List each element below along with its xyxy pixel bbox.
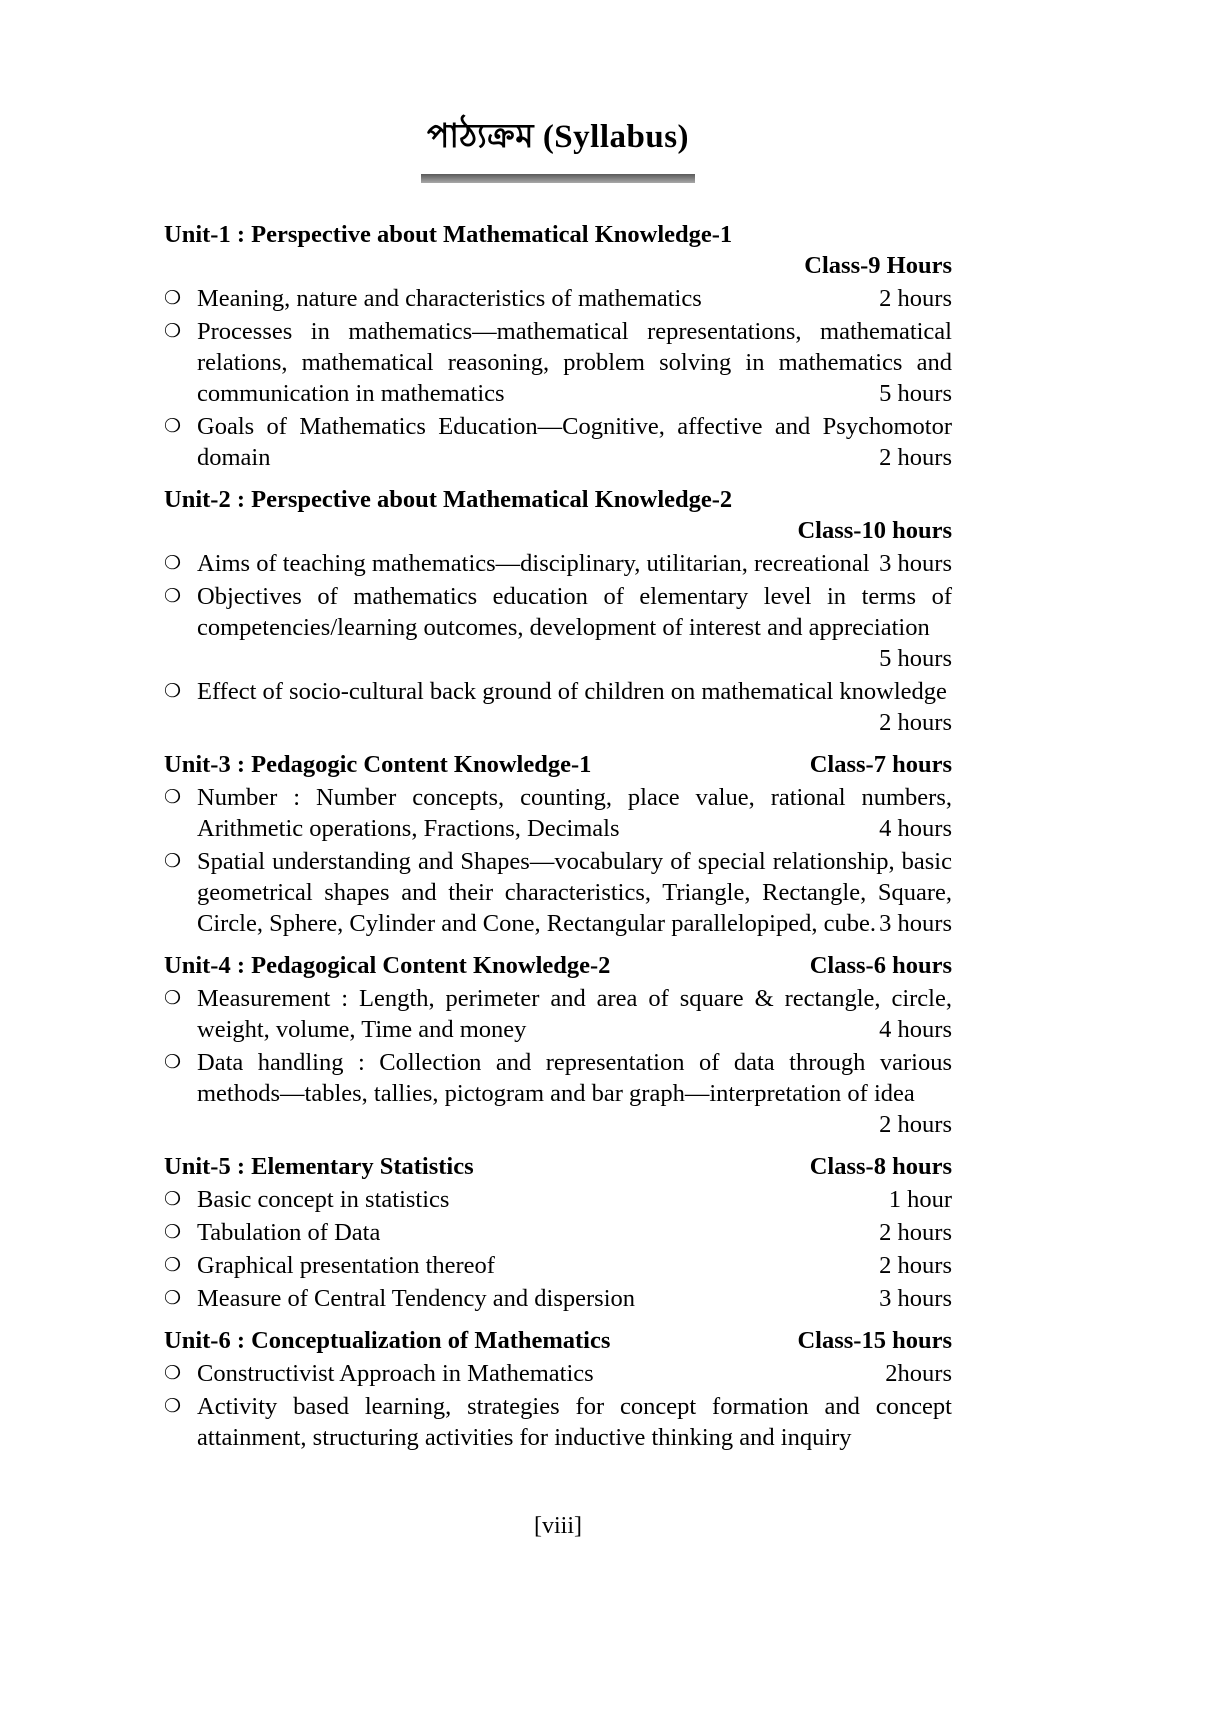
circle-bullet-icon: ❍ [164, 1287, 182, 1309]
item-text: Objectives of mathematics education of elementary level in terms of competencies/learning outcomes, development of interest and appreciation [197, 583, 952, 641]
unit-items [164, 983, 952, 1140]
unit-heading [164, 749, 952, 780]
item-hours: 4 hours [879, 815, 952, 842]
syllabus-item [164, 1358, 952, 1389]
circle-bullet-icon: ❍ [164, 1395, 182, 1417]
item-hours: 3 hours [879, 550, 952, 577]
unit-section [164, 484, 952, 738]
unit-heading [164, 950, 952, 981]
syllabus-item [164, 983, 952, 1045]
item-body [197, 1184, 952, 1215]
item-body [197, 1217, 952, 1248]
item-text: Activity based learning, strategies for concept formation and concept attainment, structuring activities for inductive thinking and inquiry [197, 1393, 952, 1451]
circle-bullet-icon: ❍ [164, 415, 182, 437]
item-hours: 2 hours [879, 1219, 952, 1246]
item-hours: 3 hours [879, 910, 952, 937]
item-body [197, 283, 952, 314]
item-hours: 4 hours [879, 1016, 952, 1043]
unit-title: Unit-4 : Pedagogical Content Knowledge-2 [164, 952, 611, 979]
item-text: Measure of Central Tendency and dispersion [197, 1285, 636, 1312]
title-block [164, 110, 952, 183]
circle-bullet-icon: ❍ [164, 1051, 182, 1073]
item-text: Meaning, nature and characteristics of mathematics [197, 285, 702, 312]
item-hours: 2 hours [879, 285, 952, 312]
circle-bullet-icon: ❍ [164, 585, 182, 607]
unit-title: Unit-5 : Elementary Statistics [164, 1153, 474, 1180]
item-hours: 5 hours [879, 645, 952, 672]
item-body [197, 548, 952, 579]
item-body [197, 782, 952, 844]
item-text: Tabulation of Data [197, 1219, 381, 1246]
item-hours: 2 hours [879, 1252, 952, 1279]
item-body [197, 846, 952, 939]
item-body [197, 1047, 952, 1140]
unit-class-hours-line: Class-9 Hours [804, 252, 952, 279]
syllabus-page [164, 110, 952, 1453]
syllabus-item [164, 411, 952, 473]
item-body [197, 316, 952, 409]
unit-title: Unit-2 : Perspective about Mathematical Knowledge-2 [164, 486, 733, 513]
item-hours: 5 hours [879, 380, 952, 407]
unit-class-hours: Class-7 hours [809, 751, 952, 778]
circle-bullet-icon: ❍ [164, 850, 182, 872]
item-text: Number : Number concepts, counting, place value, rational numbers, Arithmetic operations, Fractions, Decimals [197, 784, 952, 842]
syllabus-item [164, 676, 952, 738]
syllabus-item [164, 548, 952, 579]
circle-bullet-icon: ❍ [164, 1188, 182, 1210]
item-body [197, 1283, 952, 1314]
unit-section [164, 1151, 952, 1314]
syllabus-item [164, 1047, 952, 1140]
item-body [197, 411, 952, 473]
item-text: Graphical presentation thereof [197, 1252, 495, 1279]
unit-title: Unit-6 : Conceptualization of Mathematics [164, 1327, 611, 1354]
syllabus-item [164, 316, 952, 409]
item-hours: 2 hours [879, 1111, 952, 1138]
page-title: পাঠ্যক্রম (Syllabus) [426, 119, 690, 155]
unit-class-hours: Class-8 hours [809, 1153, 952, 1180]
syllabus-item [164, 581, 952, 674]
unit-items [164, 283, 952, 473]
syllabus-item [164, 1250, 952, 1281]
item-body [197, 983, 952, 1045]
unit-class-hours: Class-6 hours [809, 952, 952, 979]
circle-bullet-icon: ❍ [164, 680, 182, 702]
unit-title: Unit-1 : Perspective about Mathematical Knowledge-1 [164, 221, 733, 248]
unit-section [164, 950, 952, 1140]
item-body [197, 1250, 952, 1281]
unit-items [164, 1358, 952, 1453]
unit-heading [164, 1325, 952, 1356]
syllabus-item [164, 1391, 952, 1453]
item-hours: 2 hours [879, 444, 952, 471]
syllabus-item [164, 846, 952, 939]
item-body [197, 676, 952, 738]
syllabus-item [164, 283, 952, 314]
circle-bullet-icon: ❍ [164, 987, 182, 1009]
unit-section [164, 749, 952, 939]
item-text: Aims of teaching mathematics—disciplinary, utilitarian, recreational [197, 550, 870, 577]
circle-bullet-icon: ❍ [164, 786, 182, 808]
item-body [197, 581, 952, 674]
item-text: Processes in mathematics—mathematical representations, mathematical relations, mathematical reasoning, problem solving in mathematics and communication in mathematics [197, 318, 952, 407]
circle-bullet-icon: ❍ [164, 287, 182, 309]
unit-items [164, 1184, 952, 1314]
unit-class-hours: Class-15 hours [797, 1327, 952, 1354]
unit-heading [164, 219, 952, 250]
units-list [164, 219, 952, 1453]
unit-section [164, 219, 952, 473]
item-text: Effect of socio-cultural back ground of children on mathematical knowledge [197, 678, 947, 705]
circle-bullet-icon: ❍ [164, 320, 182, 342]
circle-bullet-icon: ❍ [164, 552, 182, 574]
unit-class-hours-line: Class-10 hours [797, 517, 952, 544]
unit-heading [164, 1151, 952, 1182]
unit-title: Unit-3 : Pedagogic Content Knowledge-1 [164, 751, 592, 778]
unit-items [164, 782, 952, 939]
item-text: Data handling : Collection and representation of data through various methods—tables, tallies, pictogram and bar graph—interpretation of idea [197, 1049, 952, 1107]
item-body [197, 1358, 952, 1389]
item-body [197, 1391, 952, 1453]
circle-bullet-icon: ❍ [164, 1221, 182, 1243]
unit-items [164, 548, 952, 738]
page-number: [viii] [534, 1513, 582, 1539]
item-hours: 1 hour [888, 1186, 952, 1213]
item-hours: 2hours [885, 1360, 952, 1387]
unit-section [164, 1325, 952, 1453]
item-hours: 2 hours [879, 709, 952, 736]
syllabus-item [164, 1283, 952, 1314]
title-underline-bar [421, 174, 695, 183]
item-text: Spatial understanding and Shapes—vocabulary of special relationship, basic geometrical shapes and their characteristics, Triangle, Rectangle, Square, Circle, Sphere, Cylinder and Cone, Rectangular parallelopiped, cube. [197, 848, 952, 937]
circle-bullet-icon: ❍ [164, 1254, 182, 1276]
item-text: Measurement : Length, perimeter and area of square & rectangle, circle, weight, volume, Time and money [197, 985, 952, 1043]
item-text: Basic concept in statistics [197, 1186, 450, 1213]
item-text: Constructivist Approach in Mathematics [197, 1360, 594, 1387]
item-hours: 3 hours [879, 1285, 952, 1312]
circle-bullet-icon: ❍ [164, 1362, 182, 1384]
syllabus-item [164, 782, 952, 844]
syllabus-item [164, 1217, 952, 1248]
unit-heading [164, 484, 952, 515]
syllabus-item [164, 1184, 952, 1215]
item-text: Goals of Mathematics Education—Cognitive, affective and Psychomotor domain [197, 413, 952, 471]
